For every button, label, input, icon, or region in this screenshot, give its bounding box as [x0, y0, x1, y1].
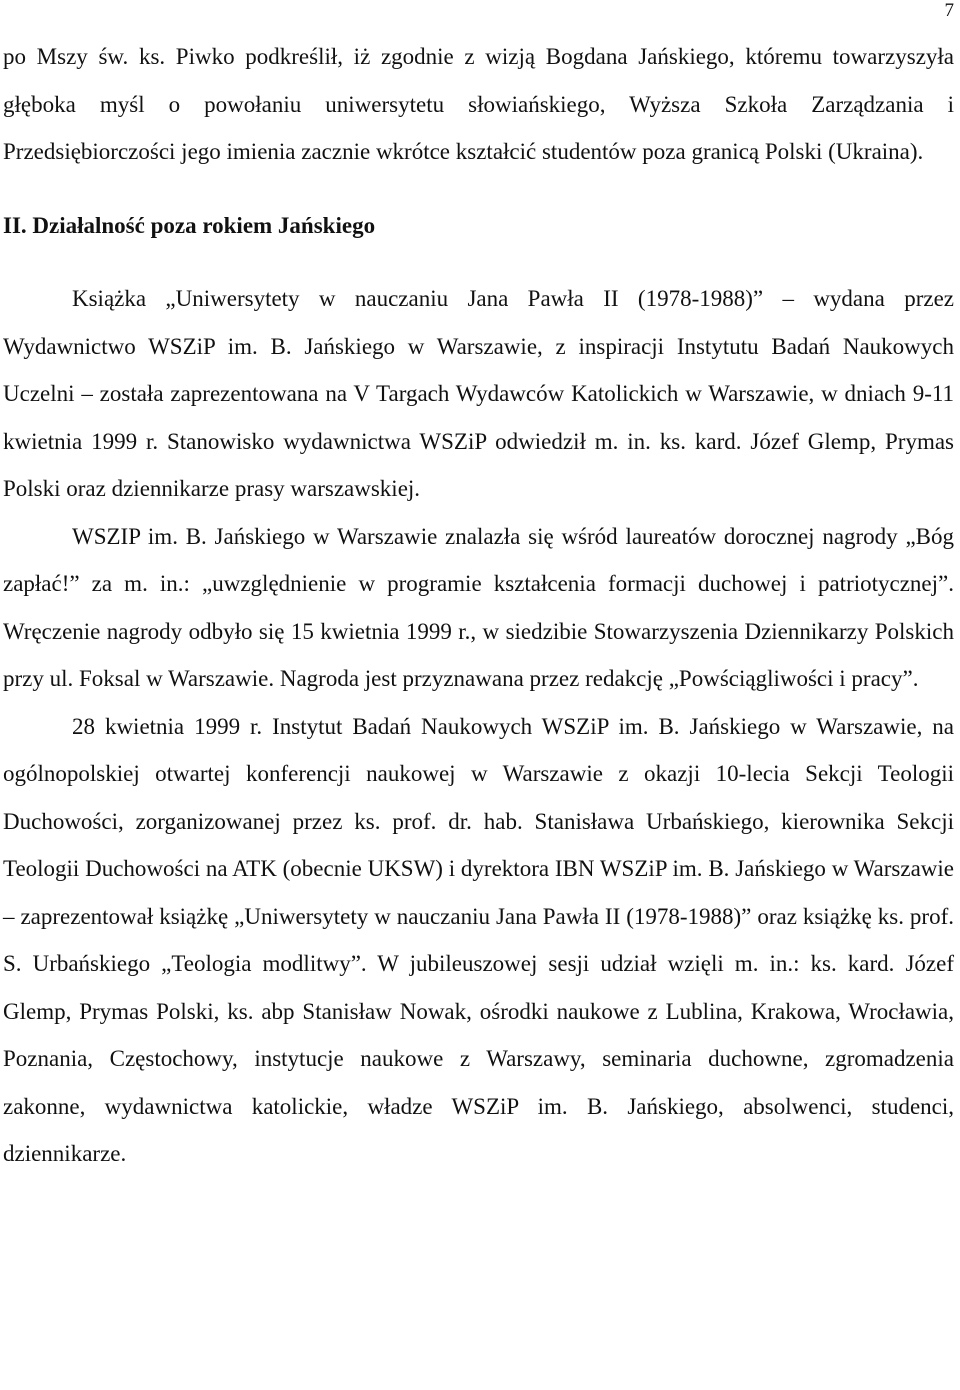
page-number: 7 — [944, 0, 954, 21]
heading-spacer — [3, 249, 954, 275]
section-heading: II. Działalność poza rokiem Jańskiego — [3, 212, 376, 238]
section-spacer — [3, 176, 954, 202]
document-body — [3, 33, 954, 1178]
paragraph-conference: 28 kwietnia 1999 r. Instytut Badań Naukowych WSZiP im. B. Jańskiego w Warszawie, na ogólnopolskiej otwartej konferencji naukowej w Warszawie z okazji 10-lecia Sekcji Teologii Duchowości, zorganizowanej przez ks. prof. dr. hab. Stanisława Urbańskiego, kierownika Sekcji Teologii Duchowości na ATK (obecnie UKSW) i dyrektora IBN WSZiP im. B. Jańskiego w Warszawie – zaprezentował książkę „Uniwersytety w nauczaniu Jana Pawła II (1978-1988)” oraz książkę ks. prof. S. Urbańskiego „Teologia modlitwy”. W jubileuszowej sesji udział wzięli m. in.: ks. kard. Józef Glemp, Prymas Polski, ks. abp Stanisław Nowak, ośrodki naukowe z Lublina, Krakowa, Wrocławia, Poznania, Częstochowy, instytucje naukowe z Warszawy, seminaria duchowne, zgromadzenia zakonne, wydawnictwa katolickie, władze WSZiP im. B. Jańskiego, absolwenci, studenci, dziennikarze. — [3, 713, 954, 1166]
paragraph-award: WSZIP im. B. Jańskiego w Warszawie znalazła się wśród laureatów dorocznej nagrody „Bóg zapłać!” za m. in.: „uwzględnienie w programie kształcenia formacji duchowej i patriotycznej”. Wręczenie nagrody odbyło się 15 kwietnia 1999 r., w siedzibie Stowarzyszenia Dziennikarzy Polskich przy ul. Foksal w Warszawie. Nagroda jest przyznawana przez redakcję „Powściągliwości i pracy”. — [3, 523, 954, 691]
paragraph-intro: po Mszy św. ks. Piwko podkreślił, iż zgodnie z wizją Bogdana Jańskiego, któremu towarzyszyła głęboka myśl o powołaniu uniwersytetu słowiańskiego, Wyższa Szkoła Zarządzania i Przedsiębiorczości jego imienia zacznie wkrótce kształcić studentów poza granicą Polski (Ukraina). — [3, 44, 954, 164]
paragraph-book-presentation: Książka „Uniwersytety w nauczaniu Jana Pawła II (1978-1988)” – wydana przez Wydawnictwo WSZiP im. B. Jańskiego w Warszawie, z inspiracji Instytutu Badań Naukowych Uczelni – została zaprezentowana na V Targach Wydawców Katolickich w Warszawie, w dniach 9-11 kwietnia 1999 r. Stanowisko wydawnictwa WSZiP odwiedził m. in. ks. kard. Józef Glemp, Prymas Polski oraz dziennikarze prasy warszawskiej. — [3, 286, 954, 501]
